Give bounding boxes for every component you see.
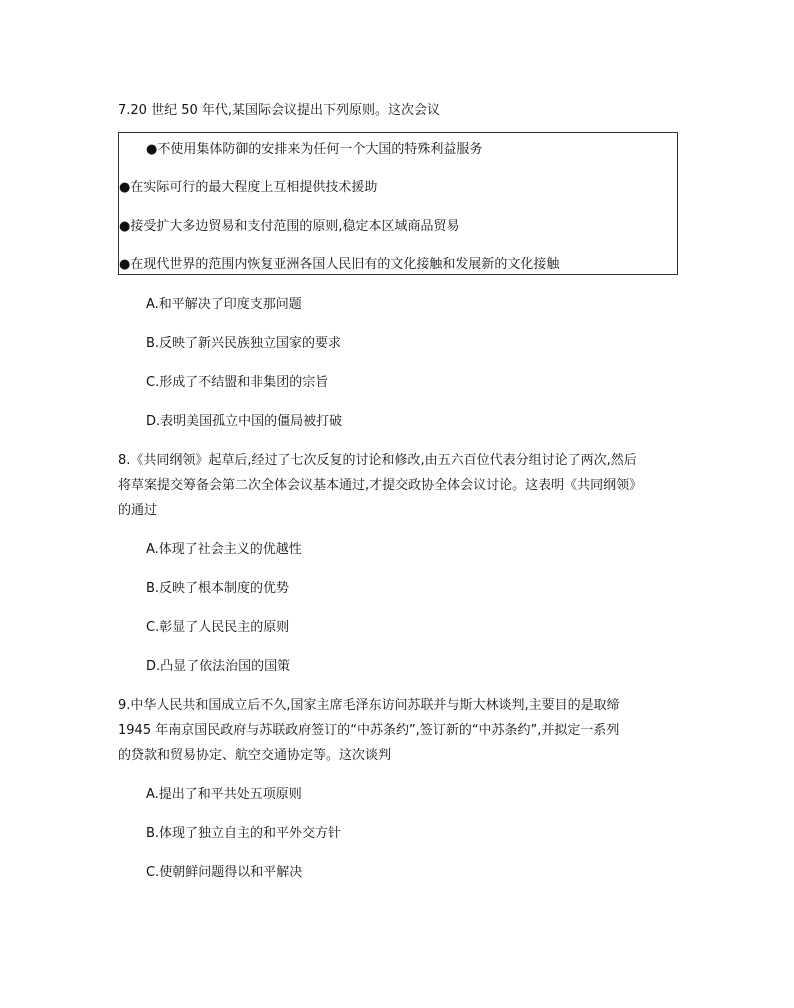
q7-principle-4: ●在现代世界的范围内恢复亚洲各国人民旧有的文化接触和发展新的文化接触	[119, 257, 560, 272]
q7-option-b: B.反映了新兴民族独立国家的要求	[146, 336, 342, 351]
q8-stem-line-2: 将草案提交筹备会第二次全体会议基本通过,才提交政协全体会议讨论。这表明《共同纲领》	[118, 478, 643, 493]
q9-option-c: C.使朝鲜问题得以和平解决	[146, 865, 303, 880]
q8-option-d: D.凸显了依法治国的国策	[146, 659, 291, 674]
q9-option-a: A.提出了和平共处五项原则	[146, 787, 302, 802]
q7-principle-2: ●在实际可行的最大程度上互相提供技术援助	[119, 180, 378, 195]
q7-option-a: A.和平解决了印度支那问题	[146, 297, 302, 312]
q8-stem-line-3: 的通过	[118, 503, 158, 518]
q9-stem-line-2: 1945 年南京国民政府与苏联政府签订的“中苏条约”,签订新的“中苏条约”,并拟定一系列	[118, 723, 620, 738]
q7-principle-3: ●接受扩大多边贸易和支付范围的原则,稳定本区域商品贸易	[119, 219, 460, 234]
q7-option-d: D.表明美国孤立中国的僵局被打破	[146, 414, 343, 429]
q9-option-b: B.体现了独立自主的和平外交方针	[146, 826, 342, 841]
q8-option-c: C.彰显了人民民主的原则	[146, 620, 290, 635]
q8-stem-line-1: 8.《共同纲领》起草后,经过了七次反复的讨论和修改,由五六百位代表分组讨论了两次,然后	[118, 453, 637, 468]
q7-stem: 7.20 世纪 50 年代,某国际会议提出下列原则。这次会议	[118, 103, 441, 118]
q8-option-a: A.体现了社会主义的优越性	[146, 542, 302, 557]
q9-stem-line-1: 9.中华人民共和国成立后不久,国家主席毛泽东访问苏联并与斯大林谈判,主要目的是取缔	[118, 698, 620, 713]
q9-stem-line-3: 的贷款和贸易协定、航空交通协定等。这次谈判	[118, 748, 392, 763]
q8-option-b: B.反映了根本制度的优势	[146, 581, 290, 596]
q7-option-c: C.形成了不结盟和非集团的宗旨	[146, 375, 329, 390]
q7-principle-1: ●不使用集体防御的安排来为任何一个大国的特殊利益服务	[146, 142, 483, 157]
